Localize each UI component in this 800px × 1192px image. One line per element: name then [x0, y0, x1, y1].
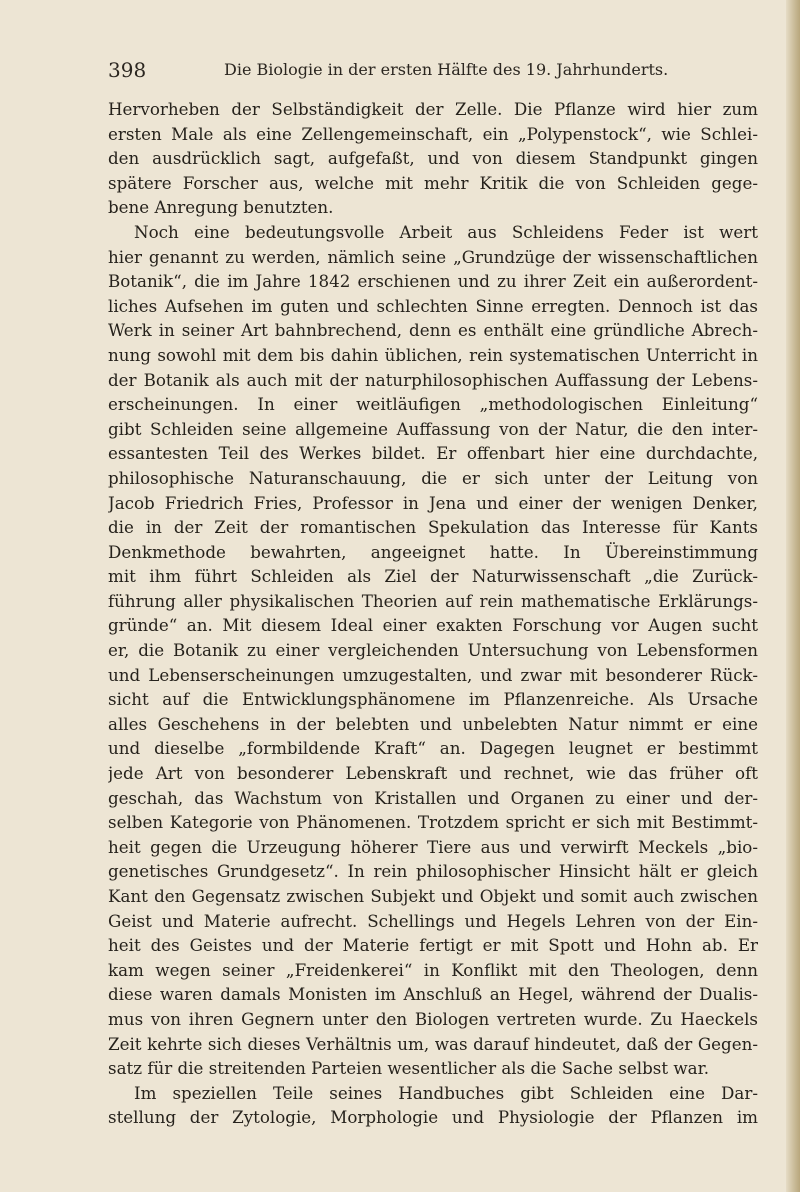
text-line: jede Art von besonderer Lebenskraft und rechnet, wie das früher oft [108, 763, 758, 784]
text-line: erscheinungen. In einer weitläufigen „methodologischen Einleitung“ [108, 394, 758, 415]
text-line: Denkmethode bewahrten, angeeignet hatte. In Übereinstimmung [108, 541, 758, 562]
text-line: geschah, das Wachstum von Kristallen und Organen zu einer und der- [108, 787, 758, 808]
page-header [108, 58, 758, 82]
text-line: stellung der Zytologie, Morphologie und Physiologie der Pflanzen im [108, 1107, 758, 1128]
text-line: Kant den Gegensatz zwischen Subjekt und Objekt und somit auch zwischen [108, 886, 758, 906]
text-line: und Lebenserscheinungen umzugestalten, und zwar mit besonderer Rück- [108, 664, 758, 685]
text-line: selben Kategorie von Phänomenen. Trotzdem spricht er sich mit Bestimmt- [108, 812, 758, 833]
page-number: 398 [108, 58, 147, 82]
page-edge [786, 0, 800, 1192]
text-line: hier genannt zu werden, nämlich seine „Grundzüge der wissenschaftlichen [108, 246, 758, 267]
text-line: kam wegen seiner „Freidenkerei“ in Konflikt mit den Theologen, denn [108, 959, 758, 980]
text-line: Jacob Friedrich Fries, Professor in Jena und einer der wenigen Denker, [108, 492, 758, 513]
text-line: Zeit kehrte sich dieses Verhältnis um, was darauf hindeutet, daß der Gegen- [108, 1033, 758, 1054]
text-line: spätere Forscher aus, welche mit mehr Kritik die von Schleiden gege- [108, 172, 758, 193]
text-line: den ausdrücklich sagt, aufgefaßt, und von diesem Standpunkt gingen [108, 148, 758, 169]
text-line: Geist und Materie aufrecht. Schellings und Hegels Lehren von der Ein- [108, 910, 758, 931]
text-line: satz für die streitenden Parteien wesentlicher als die Sache selbst war. [108, 1058, 710, 1079]
text-line: diese waren damals Monisten im Anschluß an Hegel, während der Dualis- [108, 984, 758, 1005]
text-line: essantesten Teil des Werkes bildet. Er offenbart hier eine durchdachte, [108, 443, 758, 464]
body-text [108, 97, 758, 1130]
text-line: liches Aufsehen im guten und schlechten Sinne erregten. Dennoch ist das [108, 295, 758, 316]
running-head: Die Biologie in der ersten Hälfte des 19. Jahrhunderts. [224, 60, 669, 79]
text-line: bene Anregung benutzten. [108, 197, 334, 218]
text-line: Werk in seiner Art bahnbrechend, denn es enthält eine gründliche Abrech- [108, 320, 758, 341]
text-line: mit ihm führt Schleiden als Ziel der Naturwissenschaft „die Zurück- [108, 566, 758, 587]
text-line: ersten Male als eine Zellengemeinschaft, ein „Polypenstock“, wie Schlei- [108, 123, 758, 144]
text-line: heit gegen die Urzeugung höherer Tiere aus und verwirft Meckels „bio- [108, 836, 758, 857]
text-line: heit des Geistes und der Materie fertigt er mit Spott und Hohn ab. Er [108, 935, 758, 956]
text-line: Botanik“, die im Jahre 1842 erschienen und zu ihrer Zeit ein außerordent- [108, 271, 758, 292]
text-line: gibt Schleiden seine allgemeine Auffassung von der Natur, die den inter- [108, 418, 758, 439]
text-line: philosophische Naturanschauung, die er sich unter der Leitung von [108, 467, 758, 488]
text-line: die in der Zeit der romantischen Spekulation das Interesse für Kants [108, 517, 758, 538]
text-line: und dieselbe „formbildende Kraft“ an. Dagegen leugnet er bestimmt [108, 738, 758, 759]
text-line: sicht auf die Entwicklungsphänomene im Pflanzenreiche. Als Ursache [108, 689, 758, 710]
text-line: Im speziellen Teile seines Handbuches gibt Schleiden eine Dar- [134, 1082, 758, 1103]
text-line: führung aller physikalischen Theorien auf rein mathematische Erklärungs- [108, 590, 758, 611]
text-line: Noch eine bedeutungsvolle Arbeit aus Schleidens Feder ist wert [134, 221, 758, 242]
text-line: alles Geschehens in der belebten und unbelebten Natur nimmt er eine [108, 713, 758, 734]
text-line: mus von ihren Gegnern unter den Biologen vertreten wurde. Zu Haeckels [108, 1008, 758, 1029]
text-line: er, die Botanik zu einer vergleichenden Untersuchung von Lebensformen [108, 640, 758, 661]
text-line: Hervorheben der Selbständigkeit der Zelle. Die Pflanze wird hier zum [108, 99, 758, 119]
text-line: gründe“ an. Mit diesem Ideal einer exakten Forschung vor Augen sucht [108, 615, 758, 636]
text-line: der Botanik als auch mit der naturphilosophischen Auffassung der Lebens- [108, 369, 758, 390]
text-line: nung sowohl mit dem bis dahin üblichen, rein systematischen Unterricht in [108, 344, 758, 365]
text-line: genetisches Grundgesetz“. In rein philosophischer Hinsicht hält er gleich [108, 861, 758, 882]
